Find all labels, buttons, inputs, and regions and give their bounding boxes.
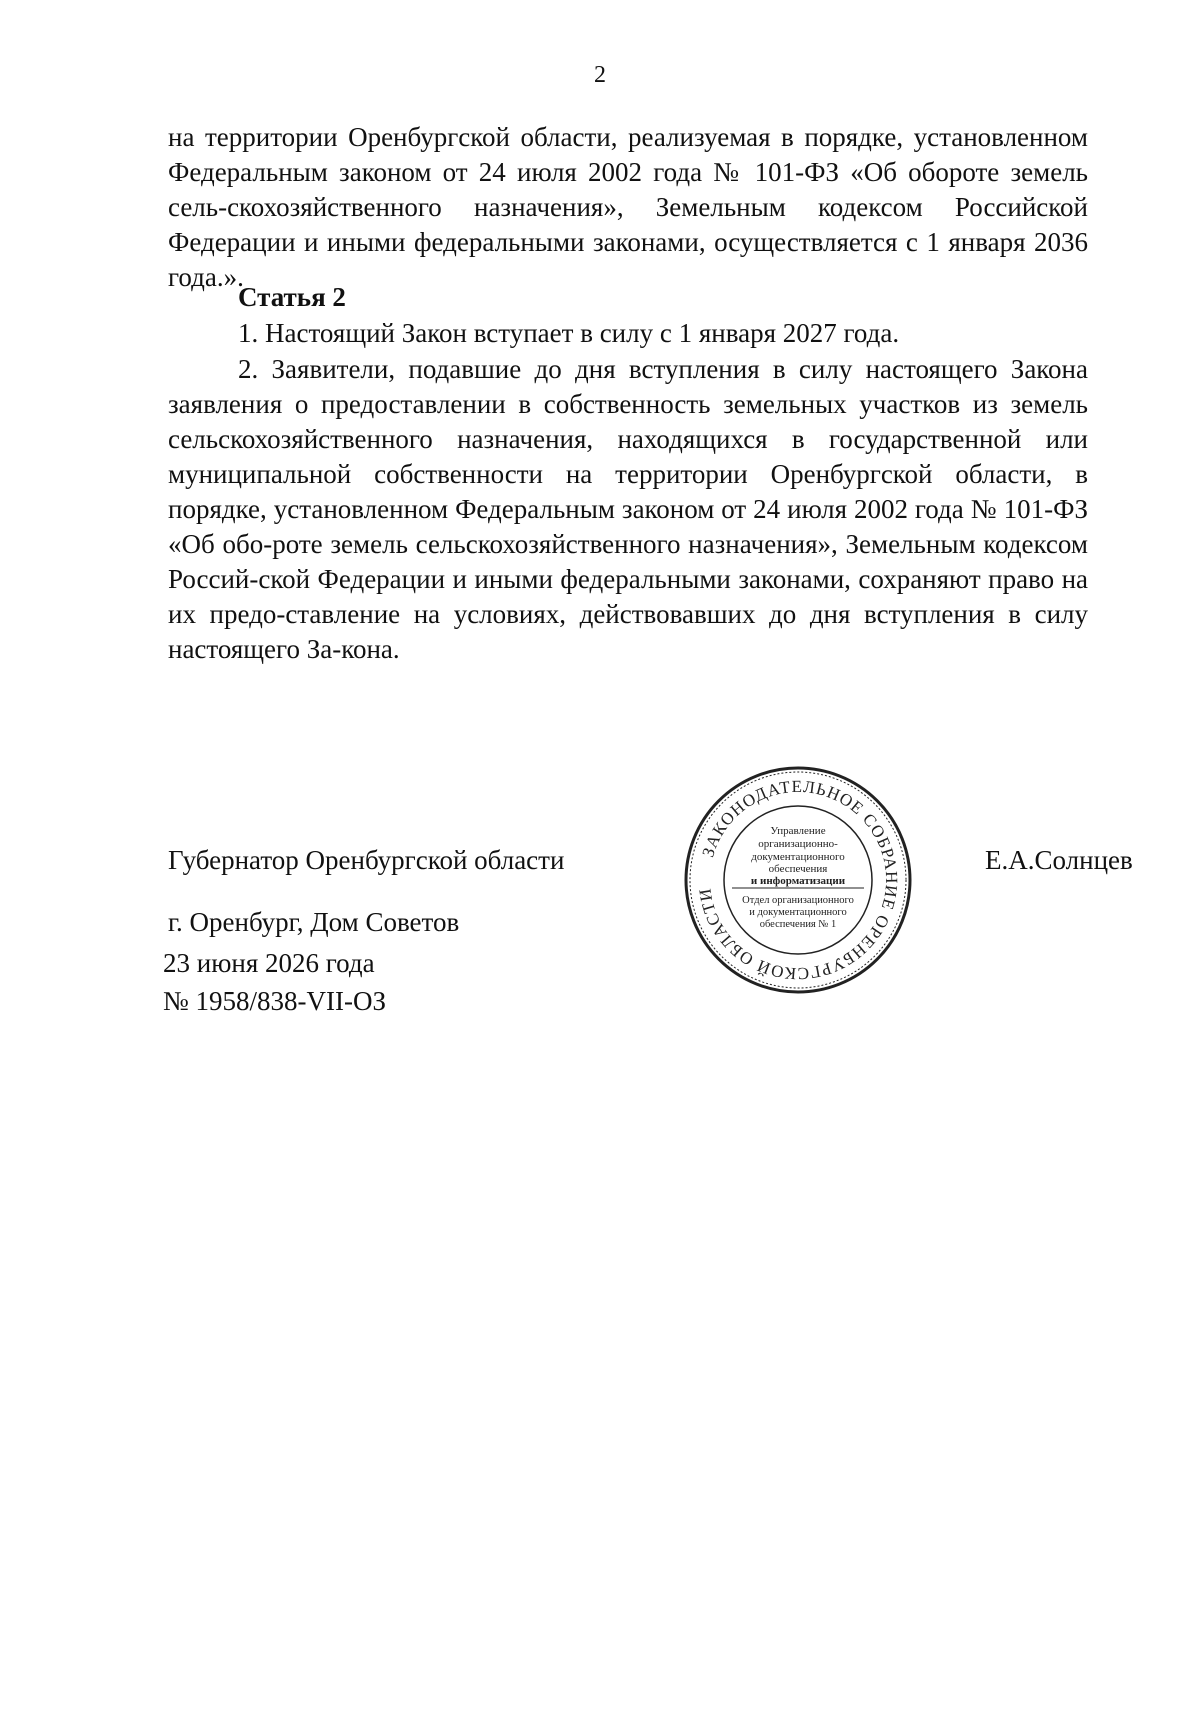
seal-upper-line-4: обеспечения — [768, 863, 828, 875]
article-item-1: 1. Настоящий Закон вступает в силу с 1 января 2027 года. — [238, 318, 900, 348]
seal-lower-line-2: и документационного — [749, 907, 847, 918]
seal-upper-line-5: и информатизации — [750, 875, 846, 887]
signatory-role: Губернатор Оренбургской области — [168, 845, 565, 875]
seal-graphic — [678, 760, 918, 1000]
seal-upper-line-1: Управление — [770, 825, 826, 837]
law-number: № 1958/838-VII-ОЗ — [163, 986, 387, 1016]
seal-lower-line-3: обеспечения № 1 — [759, 919, 837, 930]
article-title: Статья 2 — [238, 282, 346, 312]
seal-upper-line-2: организационно- — [758, 838, 838, 850]
page-number: 2 — [594, 62, 606, 88]
seal-lower-line-1: Отдел организационного — [742, 895, 854, 906]
official-seal — [678, 760, 918, 1000]
body-paragraph-continuation: на территории Оренбургской области, реализуемая в порядке, установленном Федеральным законом от 24 июля 2002 года № 101-ФЗ «Об обороте земель сель-скохозяйственного назначения», Земельным кодексом Российской Федерации и иными федеральными законами, осуществляется с 1 января 2036 года.». — [168, 122, 1088, 292]
seal-upper-line-3: документационного — [751, 851, 845, 863]
signatory-name: Е.А.Солнцев — [985, 845, 1133, 875]
seal-ring-text: ЗАКОНОДАТЕЛЬНОЕ СОБРАНИЕ ОРЕНБУРГСКОЙ ОБЛАСТИ — [695, 776, 902, 984]
article-item-2: 2. Заявители, подавшие до дня вступления в силу настоящего Закона заявления о предоставлении в собственность земельных участков из земель сельскохозяйственного назначения, находящихся в государственной или муниципальной собственности на территории Оренбургской области, в порядке, установленном Федеральным законом от 24 июля 2002 года № 101-ФЗ «Об обо-роте земель сельскохозяйственного назначения», Земельным кодексом Россий-ской Федерации и иными федеральными законами, сохраняют право на их предо-ставление на условиях, действовавших до дня вступления в силу настоящего За-кона. — [168, 354, 1088, 664]
signing-date: 23 июня 2026 года — [163, 948, 375, 978]
signing-place: г. Оренбург, Дом Советов — [168, 907, 460, 937]
seal-center-text — [742, 825, 854, 930]
